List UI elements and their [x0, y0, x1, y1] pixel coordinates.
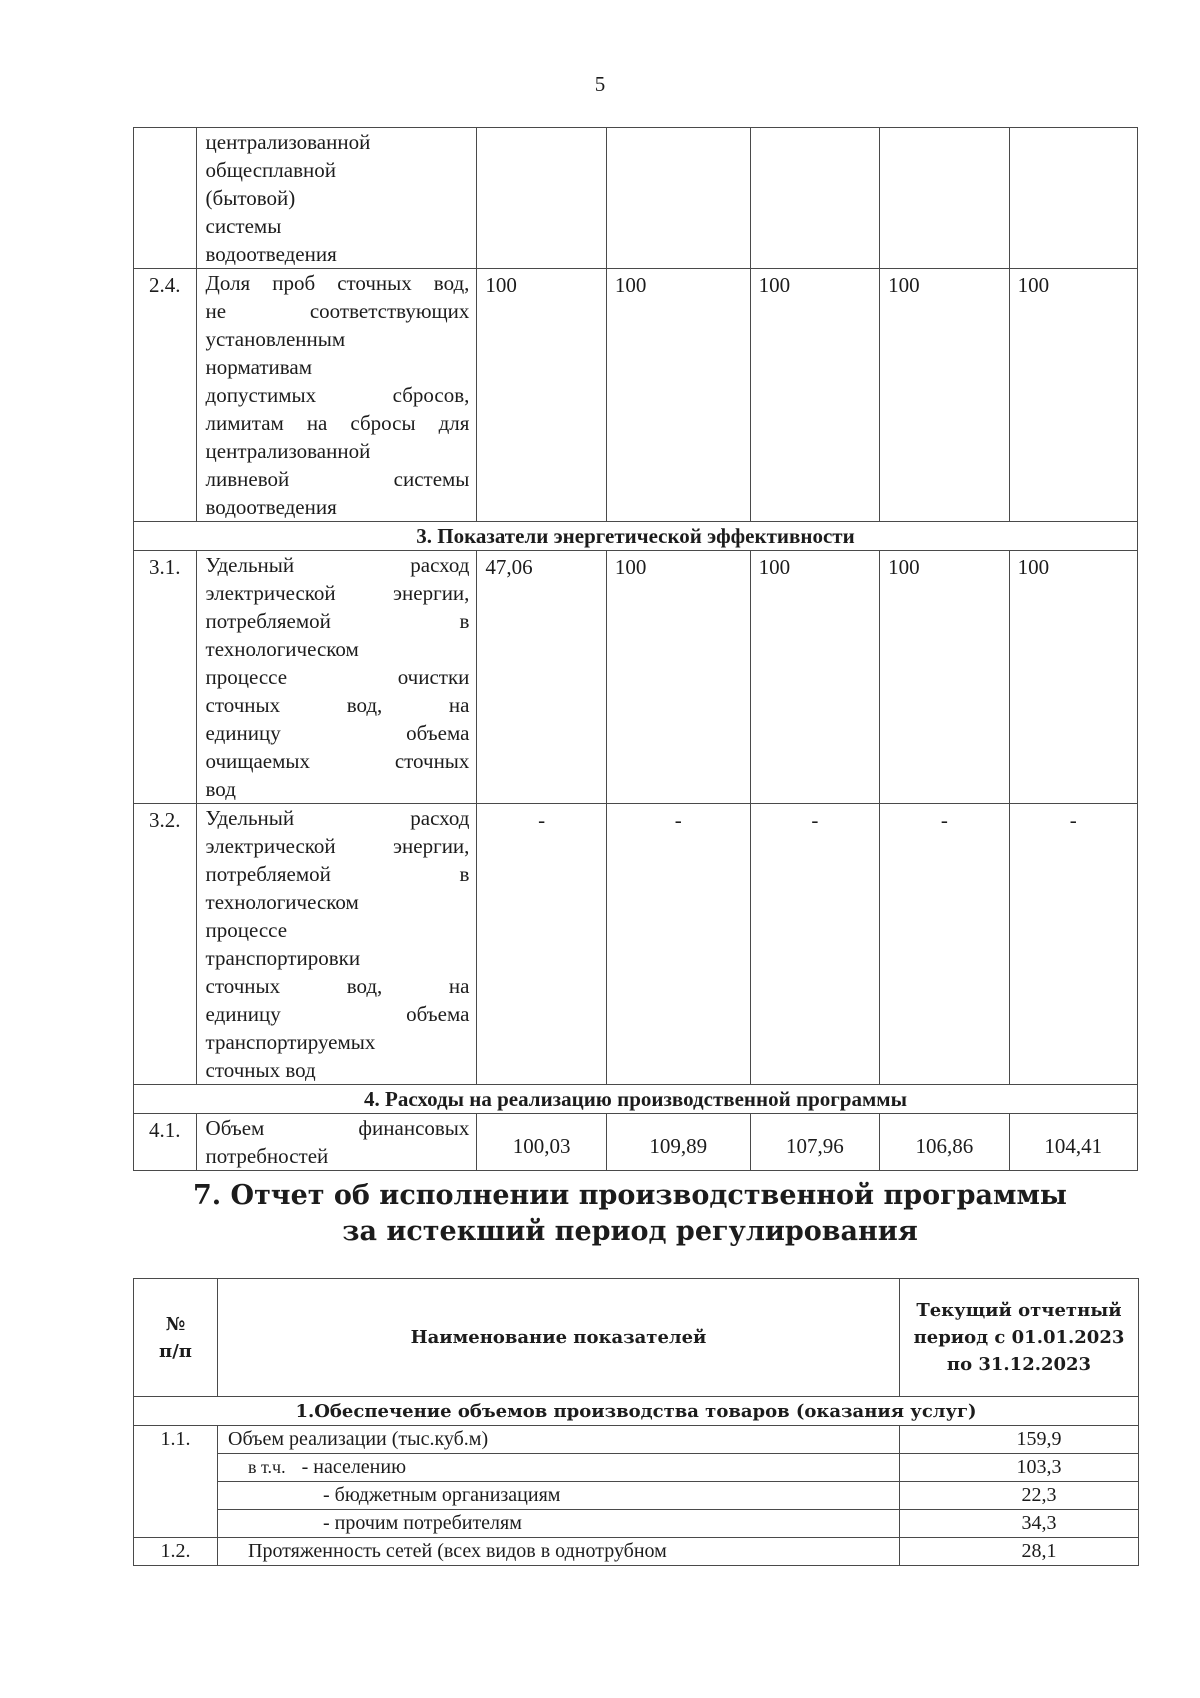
indicator-name: [196, 551, 477, 804]
name-line: водоотведения: [205, 242, 337, 266]
value-cell: 103,3: [900, 1454, 1139, 1482]
row-number: 3.1.: [134, 551, 197, 804]
value-cell: 100: [750, 269, 879, 522]
name-line: потребностей: [205, 1144, 329, 1168]
heading-line: 7. Отчет об исполнении производственной программы: [192, 1180, 1068, 1211]
name-line: лимитам на сбросы для: [205, 411, 470, 435]
name-line: установленным: [205, 327, 346, 351]
name-line: электрической энергии,: [205, 834, 470, 858]
value-cell: 100: [880, 269, 1009, 522]
indicator-name: Объем реализации (тыс.куб.м): [218, 1426, 900, 1454]
value-cell: 100: [606, 551, 750, 804]
row-number: 1.1.: [134, 1426, 218, 1538]
table-row: [134, 1114, 1138, 1171]
indicator-name: [196, 269, 477, 522]
indicators-table: [133, 127, 1138, 1171]
value-cell: 104,41: [1009, 1114, 1137, 1171]
section-title: 3. Показатели энергетической эффективности: [134, 522, 1138, 551]
name-line: процессе: [205, 918, 288, 942]
indicator-name: [196, 1114, 477, 1171]
name-line: водоотведения: [205, 495, 337, 519]
section-heading: [0, 1178, 1200, 1250]
value-cell: 106,86: [880, 1114, 1009, 1171]
section-row: [134, 1397, 1139, 1426]
name-line: Удельный расход: [205, 553, 470, 577]
name-line: допустимых сбросов,: [205, 383, 470, 407]
value-cell: -: [750, 804, 879, 1085]
name-line: системы: [205, 214, 282, 238]
indicator-name: в т.ч. - населению: [218, 1454, 900, 1482]
header-period: Текущий отчетный период с 01.01.2023 по 31.12.2023: [900, 1279, 1139, 1397]
name-line: вод: [205, 777, 236, 801]
name-line: потребляемой в: [205, 609, 470, 633]
value-cell: 100: [477, 269, 606, 522]
name-line: общесплавной: [205, 158, 336, 182]
prefix-label: в т.ч.: [248, 1457, 286, 1477]
value-cell: 100: [1009, 269, 1137, 522]
name-line: потребляемой в: [205, 862, 470, 886]
value-cell: 159,9: [900, 1426, 1139, 1454]
value-cell: 22,3: [900, 1482, 1139, 1510]
name-line: процессе очистки: [205, 665, 470, 689]
name-line: централизованной: [205, 439, 371, 463]
value-cell: -: [1009, 804, 1137, 1085]
name-line: централизованной: [205, 130, 371, 154]
value-cell: 28,1: [900, 1538, 1139, 1566]
name-line: транспортируемых: [205, 1030, 376, 1054]
table-row: [134, 1510, 1139, 1538]
name-line: единицу объема: [205, 1002, 470, 1026]
table-row: [134, 1426, 1139, 1454]
name-line: Удельный расход: [205, 806, 470, 830]
name-line: очищаемых сточных: [205, 749, 470, 773]
name-line: Доля проб сточных вод,: [205, 271, 470, 295]
value-cell: 47,06: [477, 551, 606, 804]
table-row: [134, 269, 1138, 522]
name-line: технологическом: [205, 890, 359, 914]
table-row: [134, 1482, 1139, 1510]
row-number: [134, 128, 197, 269]
name-line: транспортировки: [205, 946, 361, 970]
table-row: [134, 804, 1138, 1085]
value-cell: 100: [880, 551, 1009, 804]
name-line: ливневой системы: [205, 467, 470, 491]
indicator-name: [196, 128, 477, 269]
name-line: сточных вод: [205, 1058, 316, 1082]
row-number: 4.1.: [134, 1114, 197, 1171]
header-name: Наименование показателей: [218, 1279, 900, 1397]
indicator-name: Протяженность сетей (всех видов в однотрубном: [218, 1538, 900, 1566]
name-line: электрической энергии,: [205, 581, 470, 605]
value-cell: -: [880, 804, 1009, 1085]
name-line: нормативам: [205, 355, 313, 379]
value-cell: 100: [750, 551, 879, 804]
indicator-name: - бюджетным организациям: [218, 1482, 900, 1510]
section-title: 1.Обеспечение объемов производства товаров (оказания услуг): [134, 1397, 1139, 1426]
name-line: Объем финансовых: [205, 1116, 470, 1140]
value-cell: 100: [606, 269, 750, 522]
name-line: сточных вод, на: [205, 974, 470, 998]
value-cell: 109,89: [606, 1114, 750, 1171]
table-row: [134, 1454, 1139, 1482]
table-row: [134, 128, 1138, 269]
section-row: [134, 1085, 1138, 1114]
page-number: 5: [594, 72, 606, 96]
heading-line: за истекший период регулирования: [342, 1216, 918, 1247]
indicator-name: - прочим потребителям: [218, 1510, 900, 1538]
row-number: 1.2.: [134, 1538, 218, 1566]
header-row: [134, 1279, 1139, 1397]
report-table: [133, 1278, 1139, 1566]
name-line: технологическом: [205, 637, 359, 661]
name-line: (бытовой): [205, 186, 296, 210]
section-row: [134, 522, 1138, 551]
value-cell: 100,03: [477, 1114, 606, 1171]
table-row: [134, 1538, 1139, 1566]
section-title: 4. Расходы на реализацию производственной программы: [134, 1085, 1138, 1114]
name-line: сточных вод, на: [205, 693, 470, 717]
value-cell: -: [477, 804, 606, 1085]
value-cell: 34,3: [900, 1510, 1139, 1538]
value-cell: 100: [1009, 551, 1137, 804]
value-cell: -: [606, 804, 750, 1085]
name-line: единицу объема: [205, 721, 470, 745]
name-line: не соответствующих: [205, 299, 470, 323]
table-row: [134, 551, 1138, 804]
header-num: № п/п: [134, 1279, 218, 1397]
value-cell: 107,96: [750, 1114, 879, 1171]
row-number: 3.2.: [134, 804, 197, 1085]
row-number: 2.4.: [134, 269, 197, 522]
indicator-name: [196, 804, 477, 1085]
